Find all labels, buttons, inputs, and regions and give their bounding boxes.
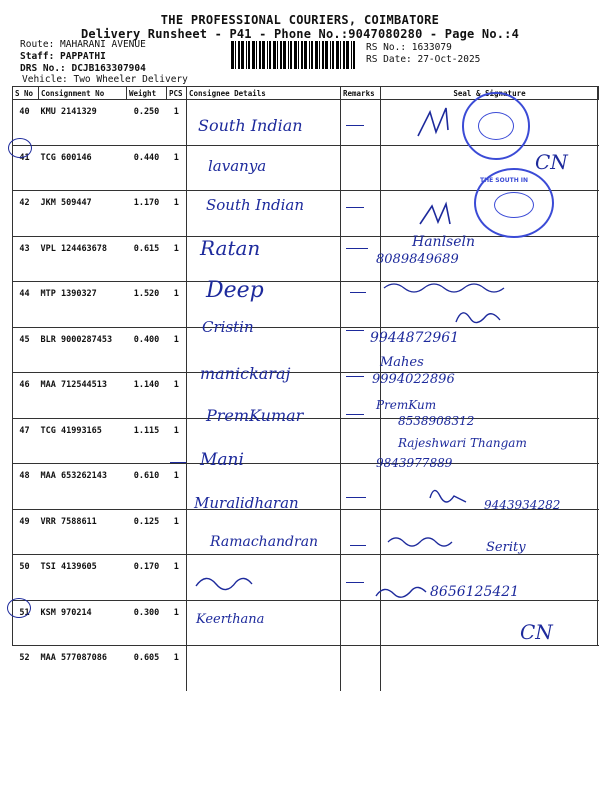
hand-consignee-43: Ratan bbox=[200, 236, 261, 260]
staff-label: Staff: PAPPATHI bbox=[20, 51, 106, 62]
row-sno: 52 bbox=[13, 646, 39, 691]
row-weight: 0.170 bbox=[127, 555, 167, 601]
row-pcs: 1 bbox=[167, 509, 187, 555]
row-pcs: 1 bbox=[167, 100, 187, 146]
rs-number: RS No.: 1633079 bbox=[366, 42, 452, 53]
row-pcs: 1 bbox=[167, 646, 187, 691]
row-pcs: 1 bbox=[167, 191, 187, 237]
hand-signature-48: Rajeshwari Thangam bbox=[398, 436, 527, 450]
hand-consignee-40: South Indian bbox=[198, 116, 303, 135]
row-consignment: MTP 1390327 bbox=[39, 282, 127, 328]
hand-consignee-46: manickaraj bbox=[200, 364, 291, 383]
hand-phone-51: 8656125421 bbox=[430, 584, 520, 600]
runsheet-subtitle: Delivery Runsheet - P41 - Phone No.:9047080280 - Page No.:4 bbox=[80, 27, 520, 41]
row-consignment: KMU 2141329 bbox=[39, 100, 127, 146]
hand-signature-43: Hanlseln bbox=[412, 234, 476, 250]
hand-phone-45: 9944872961 bbox=[370, 330, 460, 346]
hand-consignee-45: Cristin bbox=[202, 318, 254, 336]
row-consignment: TCG 600146 bbox=[39, 145, 127, 191]
row-sno: 45 bbox=[13, 327, 39, 373]
hand-phone-49: 9443934282 bbox=[484, 498, 561, 512]
hand-consignee-42: South Indian bbox=[206, 196, 305, 214]
row-sno: 43 bbox=[13, 236, 39, 282]
row-sno: 47 bbox=[13, 418, 39, 464]
col-consignee: Consignee Details bbox=[187, 87, 341, 100]
hand-cn-41: CN bbox=[535, 150, 568, 174]
rs-date: RS Date: 27-Oct-2025 bbox=[366, 54, 481, 65]
row-consignment: MAA 712544513 bbox=[39, 373, 127, 419]
row-pcs: 1 bbox=[167, 555, 187, 601]
hand-phone-43: 8089849689 bbox=[376, 252, 459, 267]
row-weight: 0.400 bbox=[127, 327, 167, 373]
row-consignment: TSI 4139605 bbox=[39, 555, 127, 601]
hand-phone-46: 9994022896 bbox=[372, 372, 455, 387]
hand-consignee-44: Deep bbox=[206, 278, 264, 303]
col-pcs: PCS bbox=[167, 87, 187, 100]
row-consignment: VRR 7588611 bbox=[39, 509, 127, 555]
hand-consignee-47: PremKumar bbox=[206, 406, 304, 425]
row-sno: 48 bbox=[13, 464, 39, 510]
vehicle-label: Vehicle: Two Wheeler Delivery bbox=[22, 74, 188, 85]
hand-cn-52: CN bbox=[520, 620, 553, 644]
row-pcs: 1 bbox=[167, 145, 187, 191]
col-consignment: Consignment No bbox=[39, 87, 127, 100]
row-consignment: JKM 509447 bbox=[39, 191, 127, 237]
row-sno: 50 bbox=[13, 555, 39, 601]
hand-signature-50: Serity bbox=[486, 540, 526, 555]
company-title: THE PROFESSIONAL COURIERS, COIMBATORE bbox=[160, 13, 440, 27]
col-weight: Weight bbox=[127, 87, 167, 100]
hand-signature-46: Mahes bbox=[380, 355, 424, 370]
row-weight: 0.250 bbox=[127, 100, 167, 146]
drs-label: DRS No.: DCJB163307904 bbox=[20, 63, 146, 74]
row-sno: 51 bbox=[13, 600, 39, 646]
row-consignment: MAA 653262143 bbox=[39, 464, 127, 510]
row-weight: 1.140 bbox=[127, 373, 167, 419]
row-weight: 1.115 bbox=[127, 418, 167, 464]
row-pcs: 1 bbox=[167, 282, 187, 328]
company-stamp-2: THE SOUTH IN bbox=[474, 168, 554, 238]
hand-consignee-41: lavanya bbox=[208, 157, 267, 175]
row-weight: 0.605 bbox=[127, 646, 167, 691]
row-pcs: 1 bbox=[167, 464, 187, 510]
row-consignment: TCG 41993165 bbox=[39, 418, 127, 464]
row-weight: 1.170 bbox=[127, 191, 167, 237]
hand-consignee-52: Keerthana bbox=[196, 612, 265, 627]
col-signature: Seal & Signature bbox=[381, 87, 599, 100]
row-weight: 1.520 bbox=[127, 282, 167, 328]
row-weight: 0.615 bbox=[127, 236, 167, 282]
row-pcs: 1 bbox=[167, 418, 187, 464]
hand-consignee-50: Ramachandran bbox=[210, 534, 319, 550]
row-weight: 0.300 bbox=[127, 600, 167, 646]
col-remarks: Remarks bbox=[341, 87, 381, 100]
hand-signature-47: PremKum bbox=[376, 398, 437, 412]
row-weight: 0.125 bbox=[127, 509, 167, 555]
circled-sno-41 bbox=[8, 138, 32, 158]
row-weight: 0.440 bbox=[127, 145, 167, 191]
row-sno: 44 bbox=[13, 282, 39, 328]
row-sno: 46 bbox=[13, 373, 39, 419]
col-sno: S No bbox=[13, 87, 39, 100]
row-sno: 49 bbox=[13, 509, 39, 555]
circled-sno-52 bbox=[7, 598, 31, 618]
row-consignment: MAA 577087086 bbox=[39, 646, 127, 691]
route-label: Route: MAHARANI AVENUE bbox=[20, 39, 146, 50]
row-consignment: VPL 124463678 bbox=[39, 236, 127, 282]
row-pcs: 1 bbox=[167, 236, 187, 282]
hand-consignee-48: Mani bbox=[200, 450, 244, 470]
row-sno: 41 bbox=[13, 145, 39, 191]
row-consignment: BLR 9000287453 bbox=[39, 327, 127, 373]
row-pcs: 1 bbox=[167, 373, 187, 419]
row-sno: 42 bbox=[13, 191, 39, 237]
row-pcs: 1 bbox=[167, 327, 187, 373]
row-consignment: KSM 970214 bbox=[39, 600, 127, 646]
hand-consignee-49: Muralidharan bbox=[194, 494, 299, 512]
row-weight: 0.610 bbox=[127, 464, 167, 510]
row-sno: 40 bbox=[13, 100, 39, 146]
row-pcs: 1 bbox=[167, 600, 187, 646]
hand-phone-48: 9843977889 bbox=[376, 456, 453, 470]
hand-phone-47: 8538908312 bbox=[398, 414, 475, 428]
